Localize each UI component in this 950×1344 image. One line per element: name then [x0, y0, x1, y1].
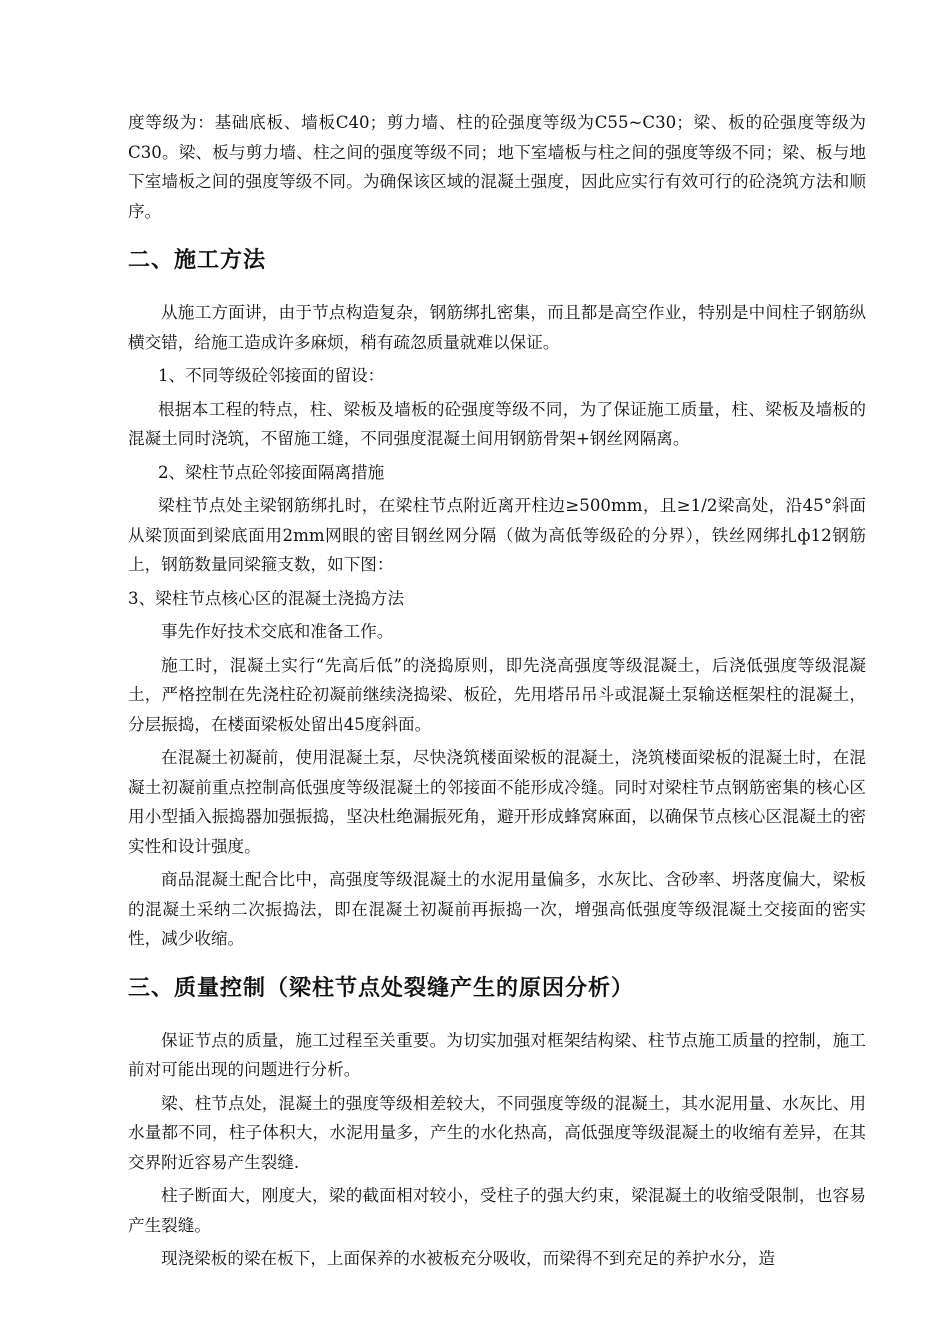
section-3-paragraph-1: 保证节点的质量，施工过程至关重要。为切实加强对框架结构梁、柱节点施工质量的控制，施工前对可能出现的问题进行分析。: [128, 1030, 866, 1079]
section-3-heading: 三、质量控制（梁柱节点处裂缝产生的原因分析）: [128, 975, 635, 1001]
section-2-intro-paragraph: 从施工方面讲，由于节点构造复杂，钢筋绑扎密集，而且都是高空作业，特别是中间柱子钢筋纵横交错，给施工造成许多麻烦，稍有疏忽质量就难以保证。: [128, 303, 866, 352]
item-3-paragraph-1: 事先作好技术交底和准备工作。: [161, 622, 394, 641]
intro-paragraph: 度等级为：基础底板、墙板C40；剪力墙、柱的砼强度等级为C55~C30；梁、板的砼强度等级为C30。梁、板与剪力墙、柱之间的强度等级不同；地下室墙板与柱之间的强度等级不同；梁、板与地下室墙板之间的强度等级不同。为确保该区域的混凝土强度，因此应实行有效可行的砼浇筑方法和顺序。: [128, 113, 866, 221]
item-3-title: 3、梁柱节点核心区的混凝土浇捣方法: [128, 588, 405, 608]
section-2-heading: 二、施工方法: [128, 248, 267, 273]
section-3-paragraph-2: 梁、柱节点处，混凝土的强度等级相差较大，不同强度等级的混凝土，其水泥用量、水灰比、用水量都不同，柱子体积大，水泥用量多，产生的水化热高，高低强度等级混凝土的收缩有差异，在其交界附近容易产生裂缝.: [128, 1093, 866, 1172]
item-2-title: 2、梁柱节点砼邻接面隔离措施: [158, 462, 385, 482]
item-1-body: 根据本工程的特点，柱、梁板及墙板的砼强度等级不同，为了保证施工质量，柱、梁板及墙板的混凝土同时浇筑，不留施工缝，不同强度混凝土间用钢筋骨架+钢丝网隔离。: [128, 399, 866, 448]
item-2-body: 梁柱节点处主梁钢筋绑扎时，在梁柱节点附近离开柱边≥500mm，且≥1/2梁高处，沿45°斜面从梁顶面到梁底面用2mm网眼的密目钢丝网分隔（做为高低等级砼的分界），铁丝网绑扎ф12钢筋上，钢筋数量同梁箍支数，如下图：: [128, 496, 866, 574]
item-3-paragraph-4: 商品混凝土配合比中，高强度等级混凝土的水泥用量偏多，水灰比、含砂率、坍落度偏大，梁板的混凝土采纳二次振捣法，即在混凝土初凝前再振捣一次，增强高低强度等级混凝土交接面的密实性，减少收缩。: [128, 870, 866, 948]
item-3-paragraph-3: 在混凝土初凝前，使用混凝土泵，尽快浇筑楼面梁板的混凝土，浇筑楼面梁板的混凝土时，在混凝土初凝前重点控制高低强度等级混凝土的邻接面不能形成冷缝。同时对梁柱节点钢筋密集的核心区用小型插入振捣器加强振捣，坚决杜绝漏振死角，避开形成蜂窝麻面，以确保节点核心区混凝土的密实性和设计强度。: [128, 748, 866, 856]
item-1-title: 1、不同等级砼邻接面的留设：: [158, 366, 385, 385]
section-3-paragraph-3: 柱子断面大，刚度大，梁的截面相对较小，受柱子的强大约束，梁混凝土的收缩受限制，也容易产生裂缝。: [128, 1186, 866, 1235]
item-3-paragraph-2: 施工时，混凝土实行“先高后低”的浇捣原则，即先浇高强度等级混凝土，后浇低强度等级混凝土，严格控制在先浇柱砼初凝前继续浇捣梁、板砼，先用塔吊吊斗或混凝土泵输送框架柱的混凝土，分层振捣，在楼面梁板处留出45度斜面。: [128, 655, 866, 734]
section-3-paragraph-4: 现浇梁板的梁在板下，上面保养的水被板充分吸收，而梁得不到充足的养护水分，造: [161, 1249, 775, 1268]
document-page: [128, 108, 866, 1278]
